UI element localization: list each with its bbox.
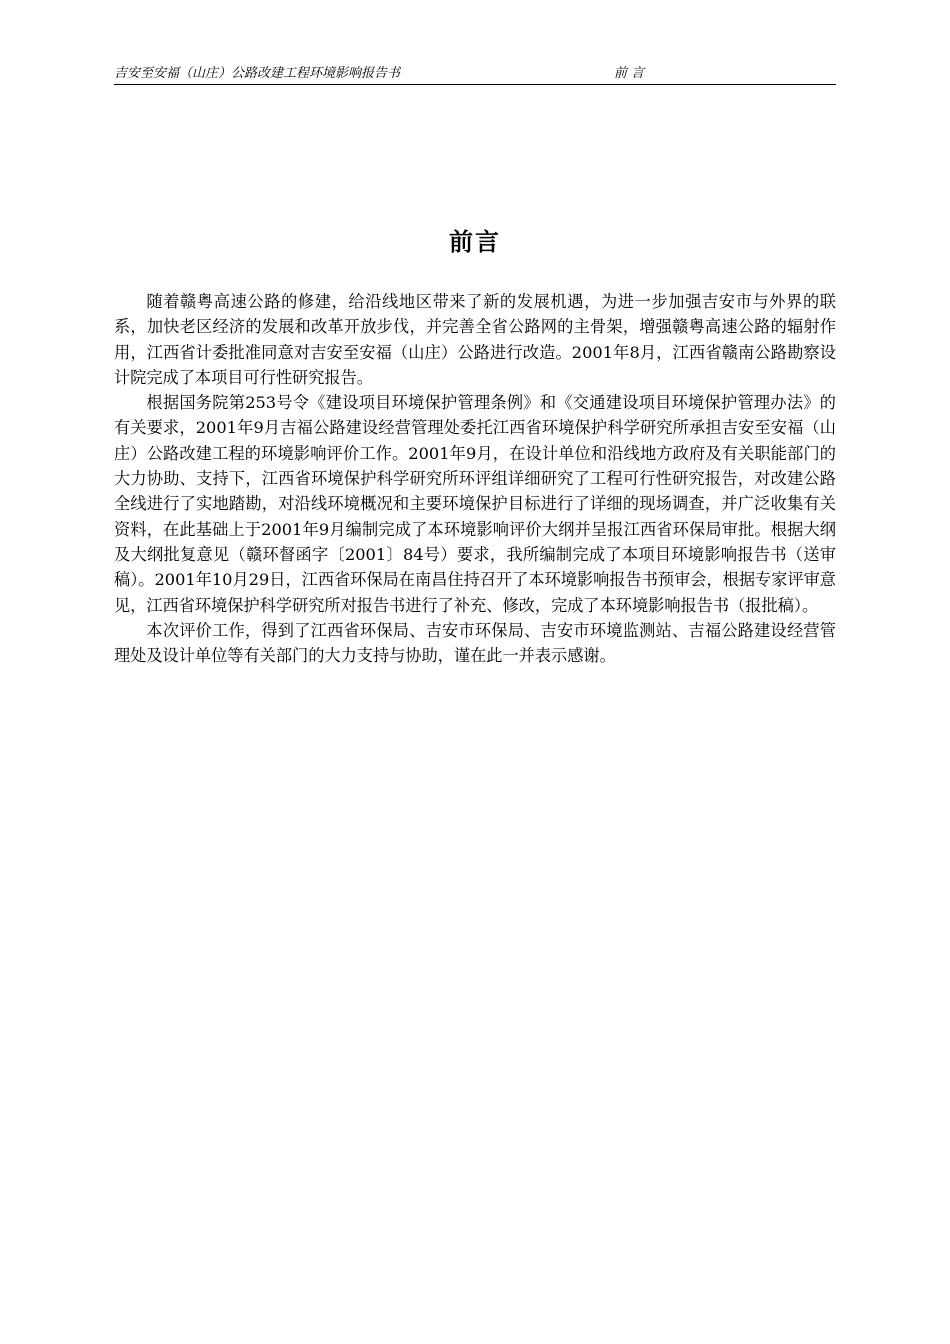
paragraph-background: 随着赣粤高速公路的修建，给沿线地区带来了新的发展机遇，为进一步加强吉安市与外界的联系，加快老区经济的发展和改革开放步伐，并完善全省公路网的主骨架，增强赣粤高速公路的辐射作用，江西省计委批准同意对吉安至安福（山庄）公路进行改造。2001年8月，江西省赣南公路勘察设计院完成了本项目可行性研究报告。 (114, 292, 836, 387)
page-title: 前言 (449, 228, 501, 256)
document-body (114, 289, 836, 668)
header-document-title: 吉安至安福（山庄）公路改建工程环境影响报告书 (114, 66, 401, 81)
page-header (114, 64, 836, 85)
paragraph-acknowledgements: 本次评价工作，得到了江西省环保局、吉安市环保局、吉安市环境监测站、吉福公路建设经营管理处及设计单位等有关部门的大力支持与协助，谨在此一并表示感谢。 (114, 620, 836, 666)
header-section-name: 前 言 (614, 66, 645, 81)
paragraph-process: 根据国务院第253号令《建设项目环境保护管理条例》和《交通建设项目环境保护管理办法》的有关要求，2001年9月吉福公路建设经营管理处委托江西省环境保护科学研究所承担吉安至安福（山庄）公路改建工程的环境影响评价工作。2001年9月，在设计单位和沿线地方政府及有关职能部门的大力协助、支持下，江西省环境保护科学研究所环评组详细研究了工程可行性研究报告，对改建公路全线进行了实地踏勘，对沿线环境概况和主要环境保护目标进行了详细的现场调查，并广泛收集有关资料，在此基础上于2001年9月编制完成了本环境影响评价大纲并呈报江西省环保局审批。根据大纲及大纲批复意见（赣环督函字〔2001〕84号）要求，我所编制完成了本项目环境影响报告书（送审稿）。2001年10月29日，江西省环保局在南昌住持召开了本环境影响报告书预审会，根据专家评审意见，江西省环境保护科学研究所对报告书进行了补充、修改，完成了本环境影响报告书（报批稿）。 (114, 393, 836, 615)
